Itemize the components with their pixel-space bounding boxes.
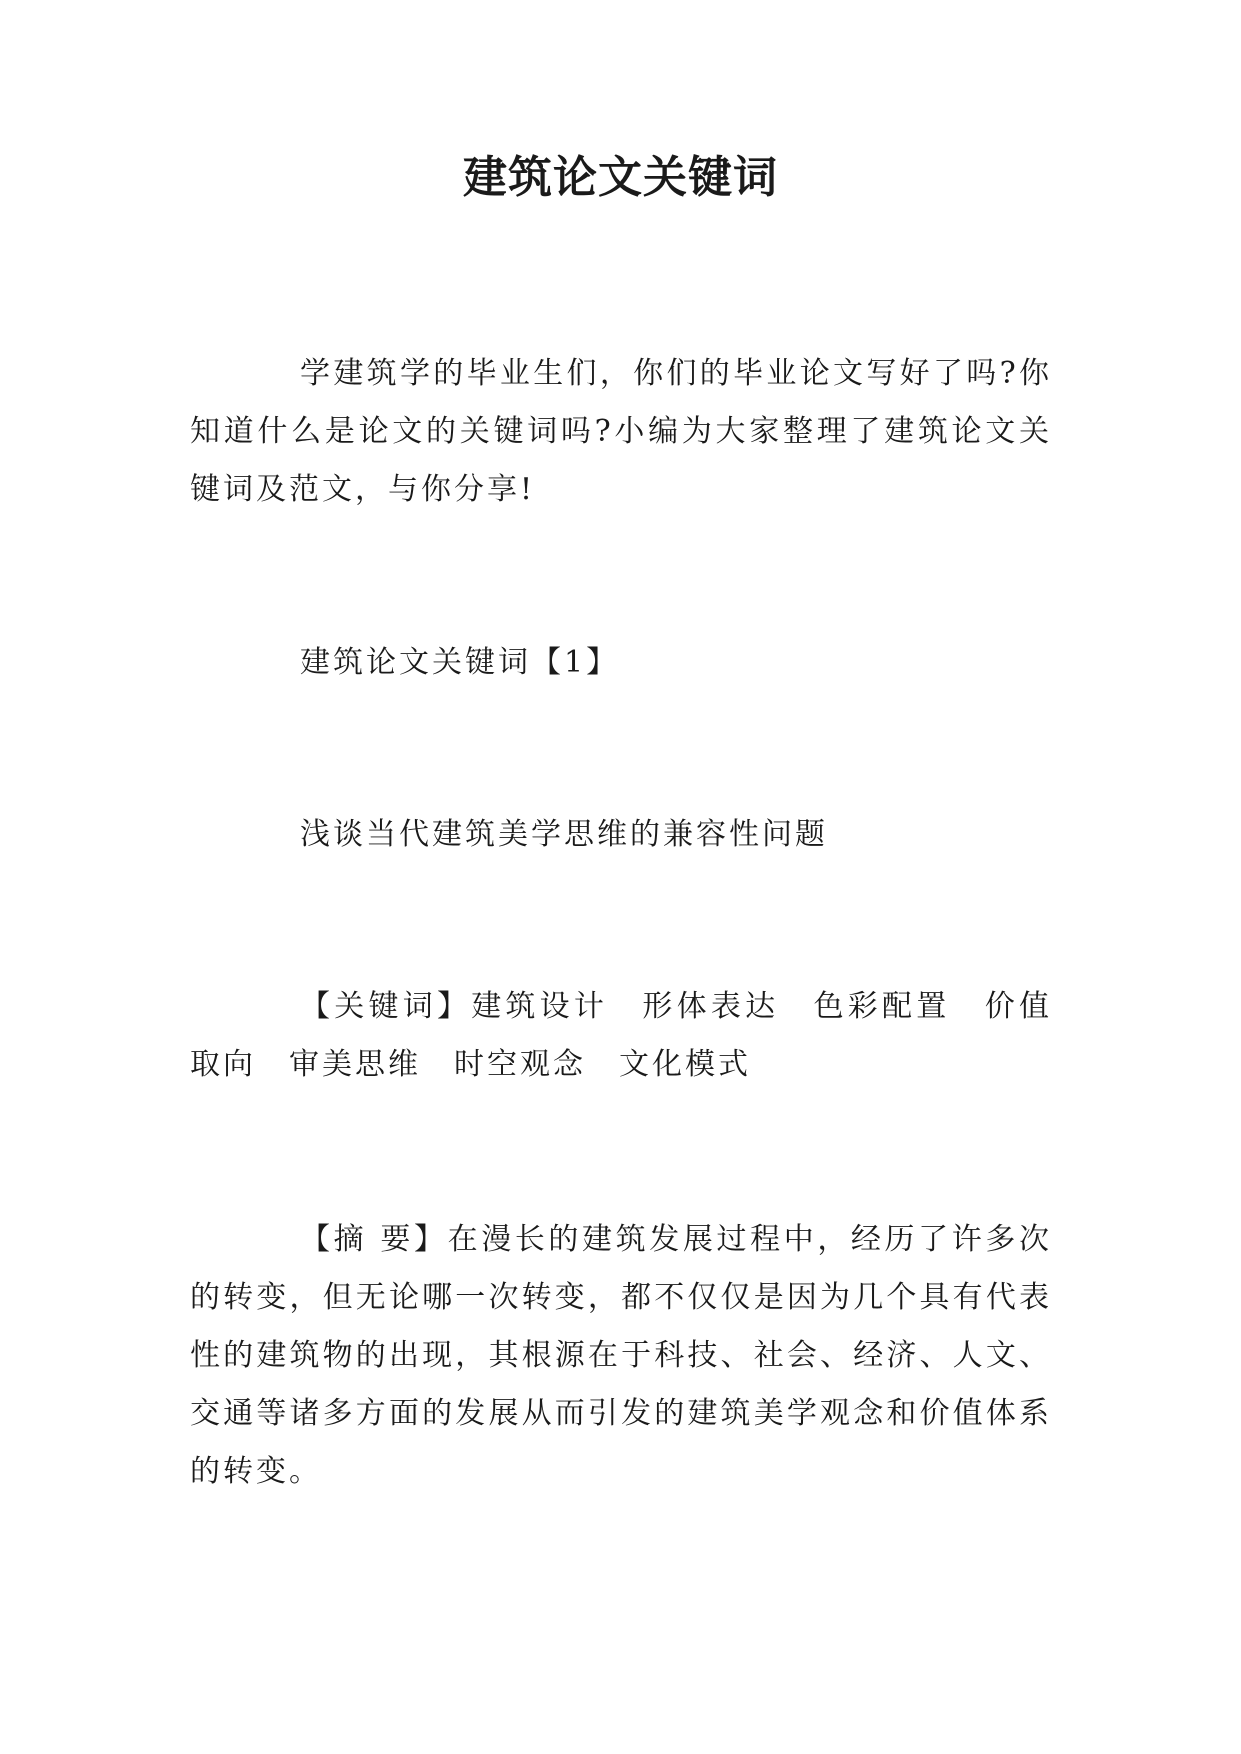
article-title: 浅谈当代建筑美学思维的兼容性问题 bbox=[300, 817, 828, 852]
section-heading: 建筑论文关键词【1】 bbox=[300, 645, 620, 680]
intro-paragraph: 学建筑学的毕业生们，你们的毕业论文写好了吗?你知道什么是论文的关键词吗?小编为大家整理了建筑论文关键词及范文，与你分享! bbox=[190, 356, 1052, 507]
document-title: 建筑论文关键词 bbox=[463, 152, 778, 203]
abstract-paragraph: 【摘 要】在漫长的建筑发展过程中，经历了许多次的转变，但无论哪一次转变，都不仅仅是因为几个具有代表性的建筑物的出现，其根源在于科技、社会、经济、人文、交通等诸多方面的发展从而引发的建筑美学观念和价值体系的转变。 bbox=[190, 1222, 1052, 1489]
keywords-paragraph: 【关键词】建筑设计 形体表达 色彩配置 价值取向 审美思维 时空观念 文化模式 bbox=[190, 989, 1052, 1082]
